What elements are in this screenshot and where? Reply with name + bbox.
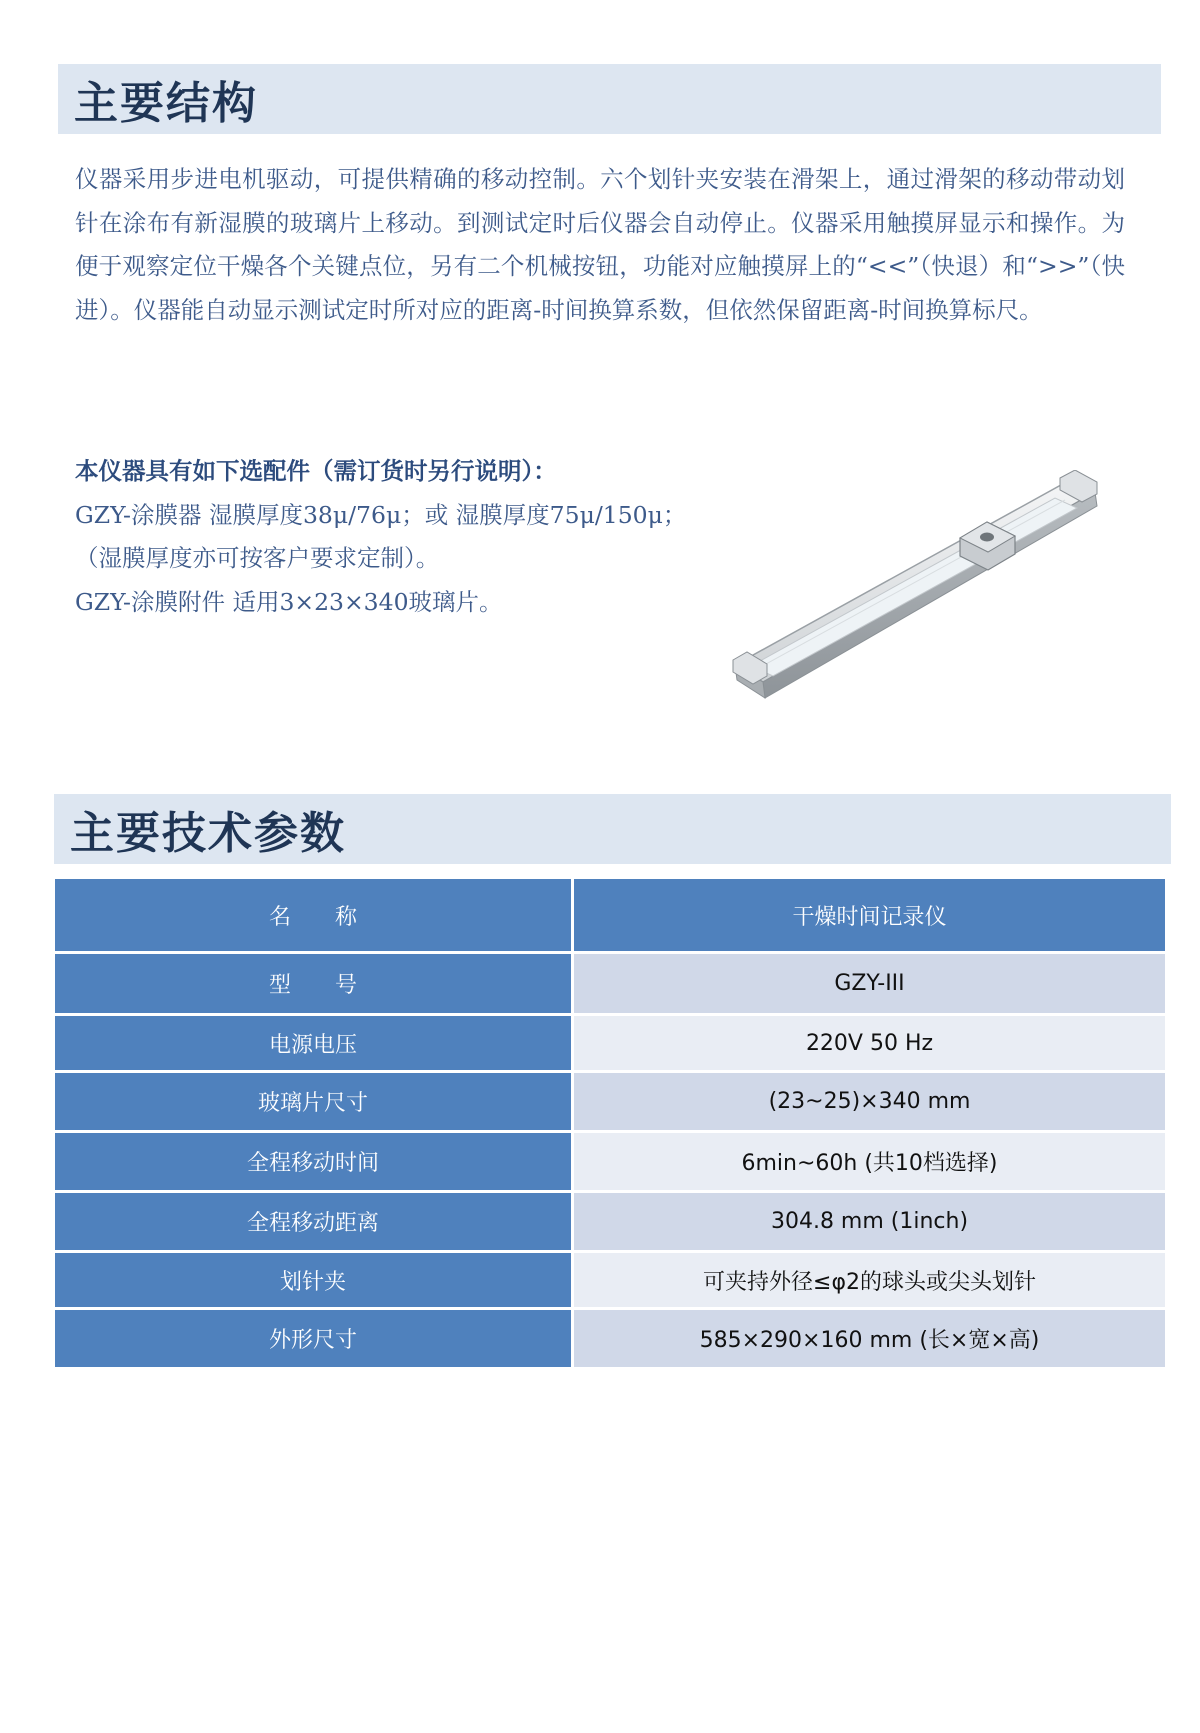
table-row <box>54 1015 1167 1072</box>
spec-key: 型 号 <box>54 953 573 1015</box>
section-header-specs <box>54 794 1171 864</box>
spec-table <box>52 876 1168 1370</box>
spec-key: 全程移动距离 <box>54 1192 573 1252</box>
intro-paragraph: 仪器采用步进电机驱动，可提供精确的移动控制。六个划针夹安装在滑架上，通过滑架的移动带动划针在涂布有新湿膜的玻璃片上移动。到测试定时后仪器会自动停止。仪器采用触摸屏显示和操作。为便于观察定位干燥各个关键点位，另有二个机械按钮，功能对应触摸屏上的“<<”（快退）和“>>”（快进）。仪器能自动显示测试定时所对应的距离-时间换算系数，但依然保留距离-时间换算标尺。 <box>75 165 1125 324</box>
spec-value: (23~25)×340 mm <box>573 1072 1167 1132</box>
accessory-line-1: GZY-涂膜器 湿膜厚度38μ/76μ；或 湿膜厚度75μ/150μ； <box>75 500 687 529</box>
table-row <box>54 1252 1167 1309</box>
spec-value: 585×290×160 mm (长×宽×高) <box>573 1309 1167 1369</box>
spec-header-value: 干燥时间记录仪 <box>573 878 1167 953</box>
accessory-line-3: GZY-涂膜附件 适用3×23×340玻璃片。 <box>75 587 503 616</box>
spec-key: 玻璃片尺寸 <box>54 1072 573 1132</box>
spec-value: 220V 50 Hz <box>573 1015 1167 1072</box>
spec-value: 可夹持外径≤φ2的球头或尖头划针 <box>573 1252 1167 1309</box>
section-header-structure <box>58 64 1161 134</box>
spec-value: 304.8 mm (1inch) <box>573 1192 1167 1252</box>
table-row <box>54 1072 1167 1132</box>
section-title-specs: 主要技术参数 <box>70 808 346 859</box>
spec-key: 外形尺寸 <box>54 1309 573 1369</box>
spec-key: 电源电压 <box>54 1015 573 1072</box>
spec-value: GZY-III <box>573 953 1167 1015</box>
spec-key: 划针夹 <box>54 1252 573 1309</box>
accessory-line-2: （湿膜厚度亦可按客户要求定制）。 <box>75 544 440 572</box>
spec-table-header <box>54 878 1167 953</box>
spec-value: 6min~60h (共10档选择) <box>573 1132 1167 1192</box>
section-title-structure: 主要结构 <box>74 78 258 129</box>
spec-header-key: 名 称 <box>54 878 573 953</box>
table-row <box>54 1132 1167 1192</box>
table-row <box>54 1192 1167 1252</box>
table-row <box>54 953 1167 1015</box>
spec-key: 全程移动时间 <box>54 1132 573 1192</box>
accessories-block <box>75 450 735 624</box>
accessories-title: 本仪器具有如下选配件（需订货时另行说明）： <box>75 457 557 485</box>
film-applicator-image <box>725 470 1105 730</box>
table-row <box>54 1309 1167 1369</box>
